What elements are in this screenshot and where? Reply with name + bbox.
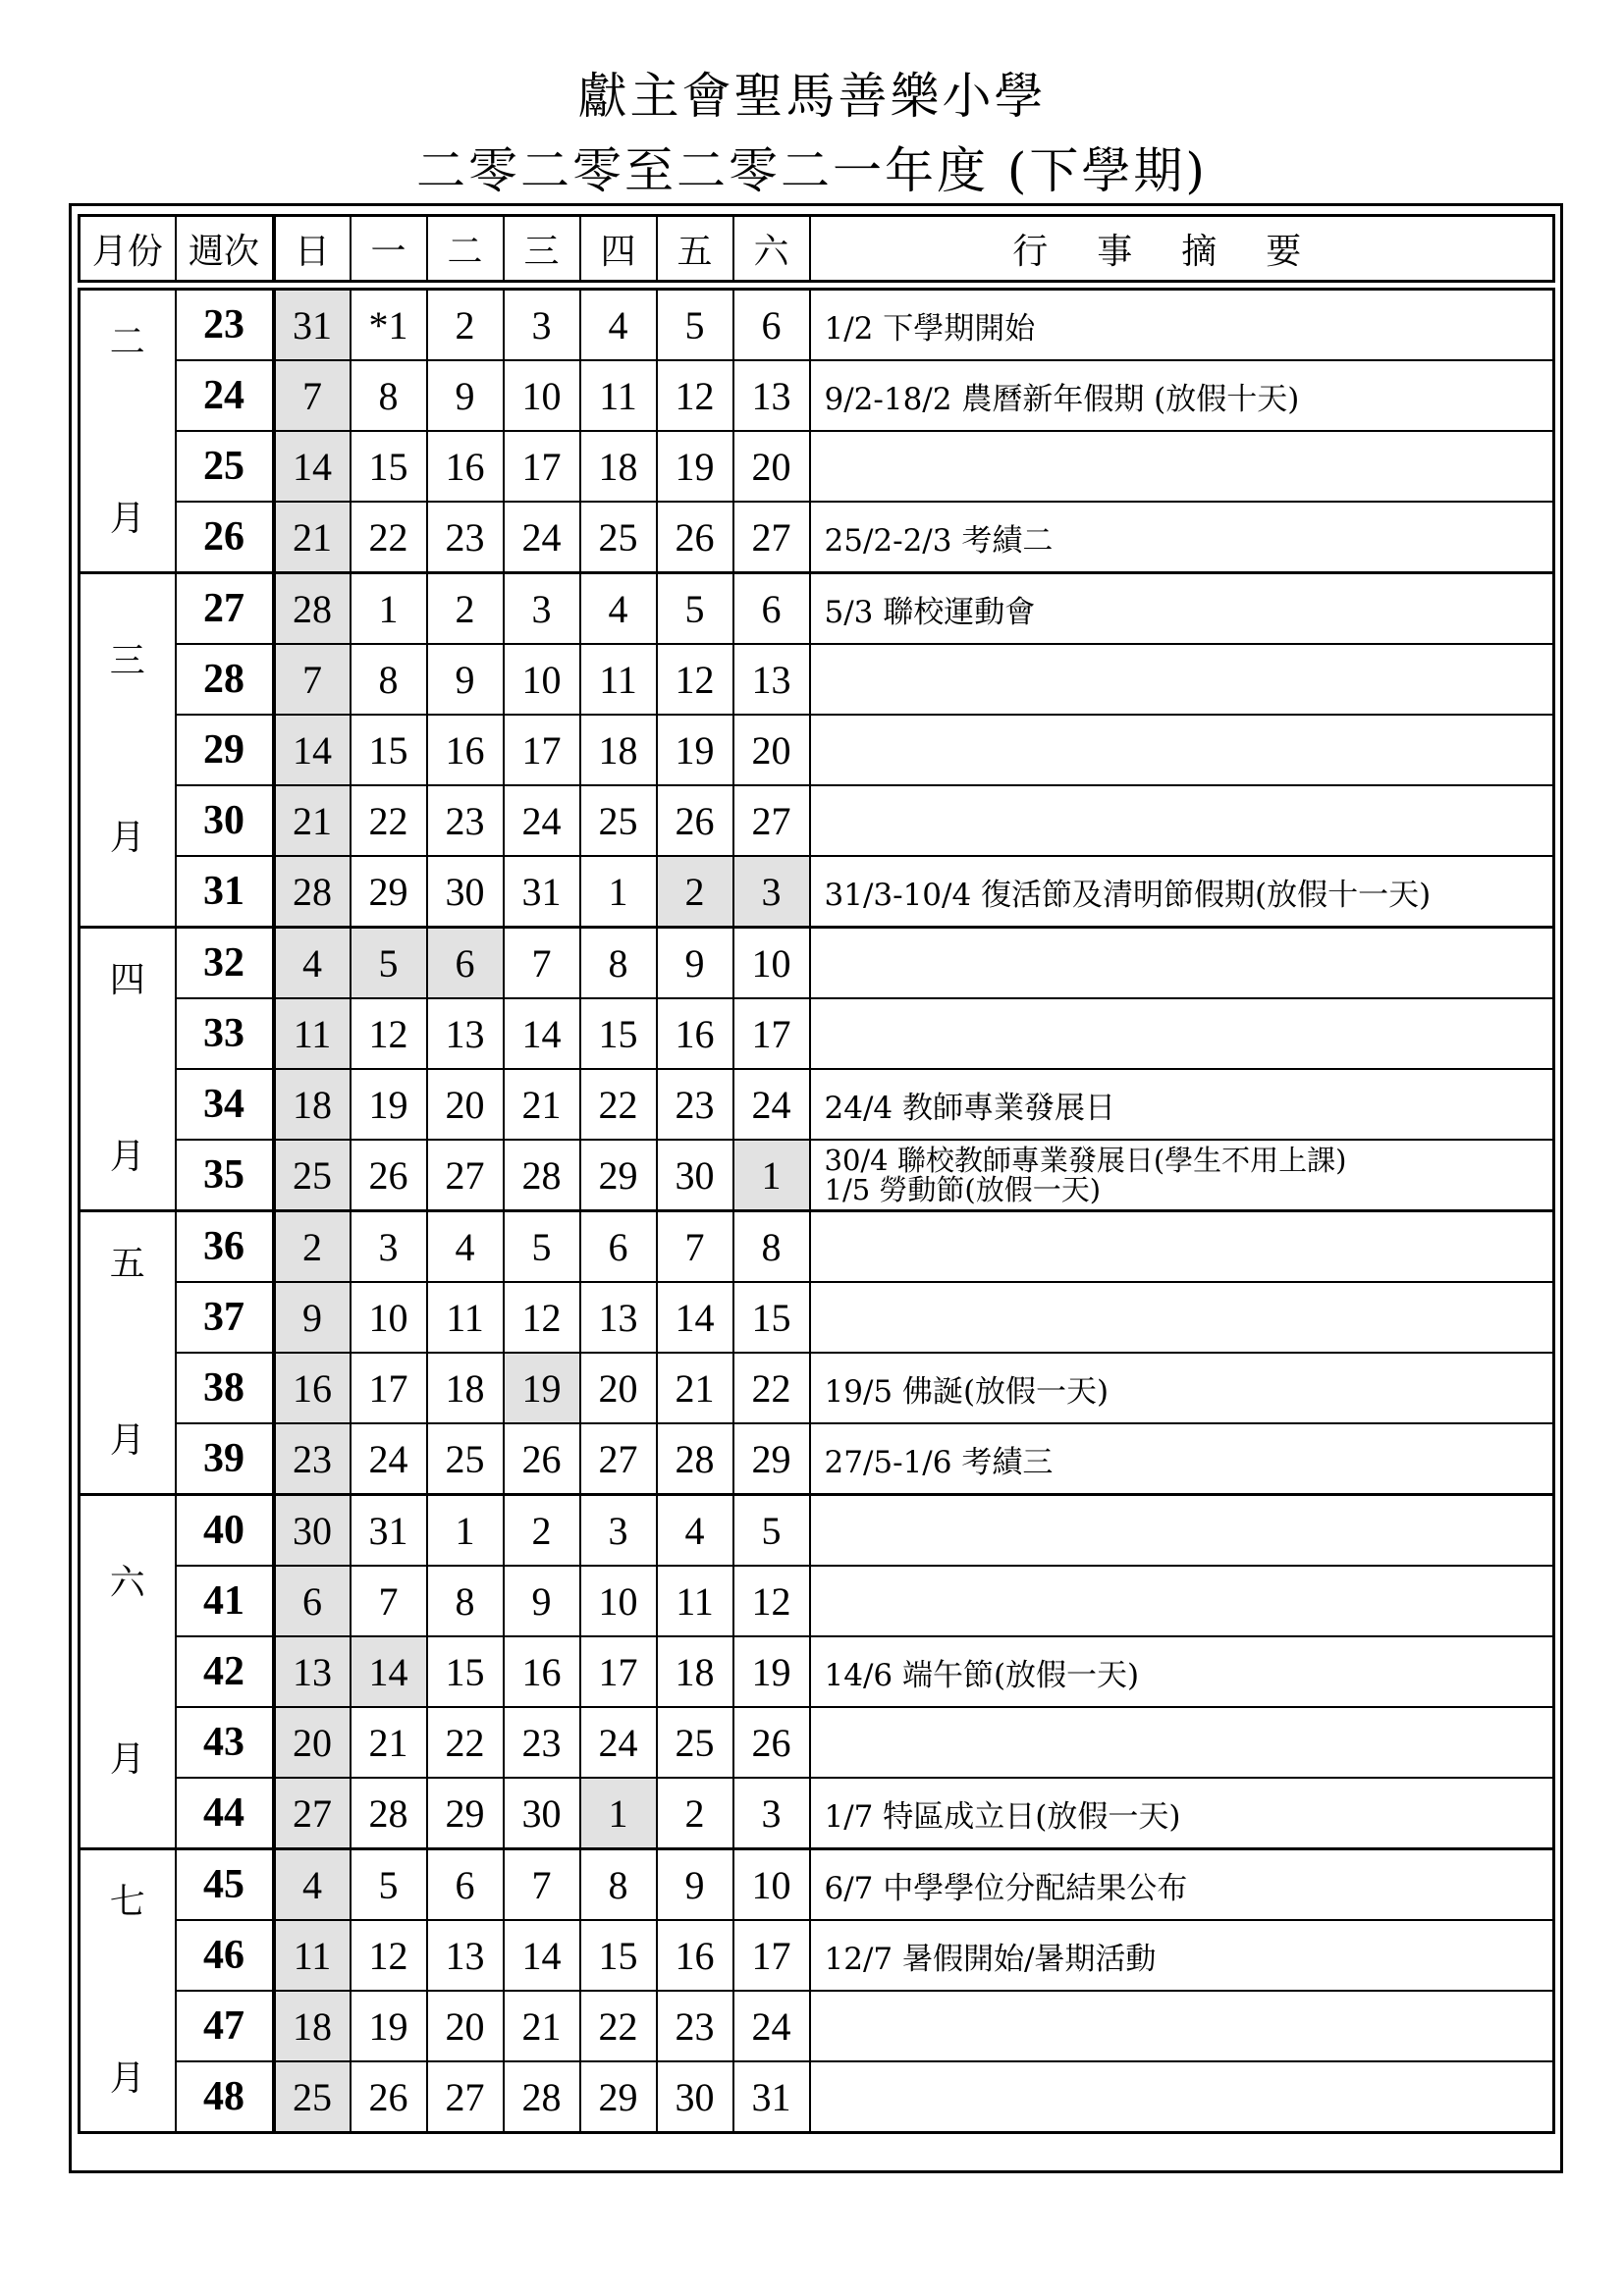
event-text: 5/3 聯校運動會 [824,594,1036,630]
day-cell-thu: 18 [580,431,657,502]
day-cell-fri: 30 [657,2061,733,2133]
event-summary [810,928,1554,999]
event-text: 12/7 暑假開始/暑期活動 [824,1941,1157,1977]
event-summary [810,502,1554,573]
week-number: 29 [176,715,274,785]
day-cell-sat: 13 [733,644,810,715]
day-cell-tue: 6 [427,1849,504,1921]
week-number: 34 [176,1069,274,1140]
day-cell-sun: 21 [274,785,351,856]
day-cell-thu: 29 [580,2061,657,2133]
day-cell-fri: 19 [657,715,733,785]
day-cell-sun: 7 [274,360,351,431]
day-cell-thu: 25 [580,502,657,573]
day-cell-sat: 24 [733,1991,810,2061]
term-title: 二零二零至二零二一年度 (下學期) [416,142,1208,199]
day-cell-wed: 7 [504,1849,580,1921]
week-row [80,1282,1554,1353]
day-cell-wed: 14 [504,1920,580,1991]
day-cell-thu: 11 [580,360,657,431]
day-cell-wed: 10 [504,360,580,431]
week-row [80,573,1554,645]
event-summary [810,1991,1554,2061]
day-cell-sun: 27 [274,1778,351,1849]
event-summary [810,1353,1554,1423]
day-cell-thu: 4 [580,573,657,645]
day-cell-tue: 8 [427,1566,504,1636]
event-text: 25/2-2/3 考績二 [824,522,1054,559]
week-number: 35 [176,1140,274,1211]
day-cell-fri: 11 [657,1566,733,1636]
day-cell-sat: 5 [733,1495,810,1567]
day-cell-mon: 26 [351,1140,427,1211]
day-cell-thu: 25 [580,785,657,856]
day-cell-mon: 5 [351,928,427,999]
day-cell-tue: 11 [427,1282,504,1353]
event-text: 9/2-18/2 農曆新年假期 (放假十天) [824,381,1300,417]
day-cell-sun: 7 [274,644,351,715]
day-cell-wed: 7 [504,928,580,999]
day-cell-tue: 27 [427,1140,504,1211]
event-text: 19/5 佛誕(放假一天) [824,1373,1110,1410]
week-row [80,1778,1554,1849]
week-number: 26 [176,502,274,573]
month-label: 五 月 [80,1211,176,1495]
day-cell-thu: 27 [580,1423,657,1495]
day-cell-mon: 26 [351,2061,427,2133]
day-cell-mon: 21 [351,1707,427,1778]
week-row [80,1920,1554,1991]
day-cell-mon: 24 [351,1423,427,1495]
week-number: 45 [176,1849,274,1921]
event-text: 14/6 端午節(放假一天) [824,1657,1140,1693]
day-cell-wed: 28 [504,1140,580,1211]
day-cell-sun: 2 [274,1211,351,1283]
day-cell-thu: 22 [580,1069,657,1140]
week-row [80,856,1554,928]
week-number: 23 [176,290,274,361]
day-cell-sat: 6 [733,290,810,361]
day-cell-sun: 4 [274,1849,351,1921]
day-cell-fri: 23 [657,1069,733,1140]
day-cell-mon: 7 [351,1566,427,1636]
event-summary [810,1423,1554,1495]
event-summary [810,1636,1554,1707]
day-cell-fri: 7 [657,1211,733,1283]
event-summary [810,360,1554,431]
event-text: 30/4 聯校教師專業發展日(學生不用上課) [824,1144,1347,1177]
day-cell-sat: 13 [733,360,810,431]
day-cell-wed: 14 [504,998,580,1069]
day-cell-sat: 12 [733,1566,810,1636]
event-summary [810,1566,1554,1636]
day-cell-sun: 18 [274,1991,351,2061]
day-cell-thu: 15 [580,998,657,1069]
day-cell-sat: 17 [733,1920,810,1991]
day-cell-tue: 20 [427,1991,504,2061]
day-cell-tue: 18 [427,1353,504,1423]
school-name: 獻主會聖馬善樂小學 [577,68,1047,125]
week-number: 33 [176,998,274,1069]
day-cell-fri: 19 [657,431,733,502]
event-text: 1/7 特區成立日(放假一天) [824,1798,1181,1835]
day-cell-mon: 12 [351,1920,427,1991]
day-cell-thu: 29 [580,1140,657,1211]
day-cell-fri: 26 [657,785,733,856]
day-cell-wed: 26 [504,1423,580,1495]
day-cell-fri: 18 [657,1636,733,1707]
day-header-sun: 日 [274,216,351,282]
week-number: 39 [176,1423,274,1495]
day-cell-wed: 21 [504,1991,580,2061]
day-cell-sun: 30 [274,1495,351,1567]
day-cell-fri: 16 [657,998,733,1069]
week-row [80,1423,1554,1495]
day-cell-sun: 11 [274,998,351,1069]
week-row [80,431,1554,502]
week-number: 47 [176,1991,274,2061]
day-cell-mon: 12 [351,998,427,1069]
week-row [80,1495,1554,1567]
day-cell-sat: 20 [733,715,810,785]
day-cell-tue: 22 [427,1707,504,1778]
week-row [80,1069,1554,1140]
week-number: 36 [176,1211,274,1283]
day-cell-mon: 8 [351,360,427,431]
month-label: 六 月 [80,1495,176,1849]
day-cell-wed: 31 [504,856,580,928]
day-cell-sat: 15 [733,1282,810,1353]
day-cell-thu: 3 [580,1495,657,1567]
week-number: 31 [176,856,274,928]
event-summary [810,1069,1554,1140]
day-cell-sun: 4 [274,928,351,999]
week-row [80,1353,1554,1423]
event-text: 24/4 教師專業發展日 [824,1090,1115,1126]
day-cell-fri: 9 [657,928,733,999]
day-cell-wed: 10 [504,644,580,715]
day-cell-sat: 22 [733,1353,810,1423]
week-row [80,1566,1554,1636]
week-row [80,360,1554,431]
day-cell-sat: 3 [733,856,810,928]
week-number: 27 [176,573,274,645]
day-cell-mon: 31 [351,1495,427,1567]
day-cell-sat: 20 [733,431,810,502]
day-header-tue: 二 [427,216,504,282]
event-text: 6/7 中學學位分配結果公布 [824,1870,1188,1906]
day-cell-mon: 5 [351,1849,427,1921]
week-number: 24 [176,360,274,431]
week-number: 32 [176,928,274,999]
day-cell-tue: 20 [427,1069,504,1140]
week-number: 25 [176,431,274,502]
day-cell-sat: 17 [733,998,810,1069]
day-cell-tue: 25 [427,1423,504,1495]
week-row [80,785,1554,856]
event-summary [810,998,1554,1069]
day-header-mon: 一 [351,216,427,282]
week-number: 43 [176,1707,274,1778]
day-cell-fri: 12 [657,360,733,431]
day-cell-sun: 28 [274,856,351,928]
week-number: 28 [176,644,274,715]
day-cell-tue: 9 [427,360,504,431]
month-label: 四 月 [80,928,176,1211]
week-number: 37 [176,1282,274,1353]
week-row [80,1849,1554,1921]
event-text: 1/5 勞動節(放假一天) [824,1173,1102,1206]
day-cell-thu: 24 [580,1707,657,1778]
day-cell-thu: 10 [580,1566,657,1636]
week-row [80,928,1554,999]
event-text: 1/2 下學期開始 [824,310,1036,347]
day-cell-thu: 8 [580,1849,657,1921]
day-cell-sun: 9 [274,1282,351,1353]
day-cell-fri: 26 [657,502,733,573]
day-cell-wed: 3 [504,573,580,645]
day-cell-sun: 20 [274,1707,351,1778]
day-cell-mon: 15 [351,715,427,785]
day-cell-tue: 30 [427,856,504,928]
week-number: 38 [176,1353,274,1423]
week-number: 40 [176,1495,274,1567]
day-cell-wed: 23 [504,1707,580,1778]
day-cell-sat: 6 [733,573,810,645]
day-cell-mon: 8 [351,644,427,715]
week-number: 30 [176,785,274,856]
day-cell-mon: 29 [351,856,427,928]
day-cell-fri: 28 [657,1423,733,1495]
event-summary [810,715,1554,785]
day-cell-wed: 12 [504,1282,580,1353]
day-cell-sat: 8 [733,1211,810,1283]
day-header-sat: 六 [733,216,810,282]
calendar-header [78,214,1555,283]
day-cell-wed: 16 [504,1636,580,1707]
day-cell-sun: 21 [274,502,351,573]
week-row [80,998,1554,1069]
week-row [80,1991,1554,2061]
day-cell-wed: 3 [504,290,580,361]
day-cell-wed: 5 [504,1211,580,1283]
day-cell-mon: 3 [351,1211,427,1283]
day-cell-fri: 9 [657,1849,733,1921]
day-cell-fri: 25 [657,1707,733,1778]
day-cell-mon: 10 [351,1282,427,1353]
day-cell-tue: 16 [427,715,504,785]
day-cell-thu: 22 [580,1991,657,2061]
week-number: 41 [176,1566,274,1636]
event-summary [810,1849,1554,1921]
day-cell-tue: 27 [427,2061,504,2133]
day-cell-mon: 17 [351,1353,427,1423]
event-text: 27/5-1/6 考績三 [824,1444,1054,1480]
day-cell-wed: 24 [504,785,580,856]
day-cell-sun: 6 [274,1566,351,1636]
day-cell-wed: 28 [504,2061,580,2133]
event-summary [810,1920,1554,1991]
day-cell-thu: 17 [580,1636,657,1707]
day-cell-mon: 14 [351,1636,427,1707]
day-cell-sat: 3 [733,1778,810,1849]
event-summary [810,1211,1554,1283]
day-cell-sun: 14 [274,431,351,502]
event-summary [810,290,1554,361]
week-row [80,2061,1554,2133]
day-cell-wed: 2 [504,1495,580,1567]
event-text: 31/3-10/4 復活節及清明節假期(放假十一天) [824,877,1432,913]
day-cell-mon: *1 [351,290,427,361]
day-cell-tue: 6 [427,928,504,999]
day-cell-fri: 2 [657,856,733,928]
day-cell-fri: 23 [657,1991,733,2061]
day-cell-wed: 19 [504,1353,580,1423]
week-row [80,1140,1554,1211]
day-cell-tue: 23 [427,785,504,856]
day-header-wed: 三 [504,216,580,282]
day-cell-thu: 11 [580,644,657,715]
day-cell-tue: 29 [427,1778,504,1849]
week-number: 48 [176,2061,274,2133]
day-cell-fri: 4 [657,1495,733,1567]
month-label: 二 月 [80,290,176,573]
day-header-thu: 四 [580,216,657,282]
event-summary [810,1140,1554,1211]
day-cell-sat: 26 [733,1707,810,1778]
day-cell-mon: 1 [351,573,427,645]
day-cell-mon: 19 [351,1991,427,2061]
event-summary [810,856,1554,928]
day-cell-sat: 27 [733,502,810,573]
day-cell-thu: 6 [580,1211,657,1283]
day-cell-sat: 19 [733,1636,810,1707]
day-cell-fri: 16 [657,1920,733,1991]
day-cell-tue: 13 [427,1920,504,1991]
day-cell-sat: 27 [733,785,810,856]
day-cell-wed: 30 [504,1778,580,1849]
day-cell-mon: 15 [351,431,427,502]
day-cell-wed: 17 [504,431,580,502]
event-summary [810,1282,1554,1353]
day-cell-sun: 31 [274,290,351,361]
day-header-fri: 五 [657,216,733,282]
day-cell-thu: 15 [580,1920,657,1991]
day-cell-thu: 13 [580,1282,657,1353]
day-cell-tue: 23 [427,502,504,573]
day-cell-wed: 24 [504,502,580,573]
week-number: 42 [176,1636,274,1707]
day-cell-thu: 18 [580,715,657,785]
day-cell-thu: 4 [580,290,657,361]
day-cell-sun: 13 [274,1636,351,1707]
day-cell-sun: 16 [274,1353,351,1423]
day-cell-tue: 2 [427,573,504,645]
day-cell-wed: 17 [504,715,580,785]
calendar-table [78,288,1555,2134]
day-cell-sat: 10 [733,928,810,999]
day-cell-sun: 23 [274,1423,351,1495]
day-cell-sat: 31 [733,2061,810,2133]
week-number: 46 [176,1920,274,1991]
day-cell-sat: 1 [733,1140,810,1211]
event-summary [810,1778,1554,1849]
month-header: 月份 [80,216,176,282]
event-summary [810,1707,1554,1778]
day-cell-thu: 1 [580,1778,657,1849]
day-cell-mon: 19 [351,1069,427,1140]
day-cell-tue: 13 [427,998,504,1069]
day-cell-tue: 4 [427,1211,504,1283]
day-cell-fri: 2 [657,1778,733,1849]
event-summary [810,431,1554,502]
day-cell-thu: 8 [580,928,657,999]
week-row [80,1707,1554,1778]
event-summary [810,573,1554,645]
month-label: 三 月 [80,573,176,928]
day-cell-mon: 22 [351,502,427,573]
day-cell-tue: 1 [427,1495,504,1567]
day-cell-sun: 18 [274,1069,351,1140]
week-row [80,1636,1554,1707]
day-cell-sat: 10 [733,1849,810,1921]
day-cell-tue: 16 [427,431,504,502]
day-cell-tue: 15 [427,1636,504,1707]
day-cell-wed: 9 [504,1566,580,1636]
day-cell-thu: 20 [580,1353,657,1423]
day-cell-fri: 14 [657,1282,733,1353]
day-cell-sat: 24 [733,1069,810,1140]
week-header: 週次 [176,216,274,282]
day-cell-sun: 25 [274,2061,351,2133]
week-row [80,644,1554,715]
events-header: 行事摘要 [810,216,1554,282]
day-cell-mon: 22 [351,785,427,856]
week-row [80,290,1554,361]
day-cell-sun: 28 [274,573,351,645]
day-cell-fri: 21 [657,1353,733,1423]
event-summary [810,1495,1554,1567]
month-label: 七 月 [80,1849,176,2133]
day-cell-thu: 1 [580,856,657,928]
day-cell-sun: 11 [274,1920,351,1991]
event-summary [810,2061,1554,2133]
day-cell-tue: 9 [427,644,504,715]
event-summary [810,785,1554,856]
day-cell-fri: 5 [657,290,733,361]
day-cell-wed: 21 [504,1069,580,1140]
day-cell-sat: 29 [733,1423,810,1495]
day-cell-fri: 12 [657,644,733,715]
event-summary [810,644,1554,715]
day-cell-sun: 25 [274,1140,351,1211]
week-number: 44 [176,1778,274,1849]
day-cell-sun: 14 [274,715,351,785]
day-cell-fri: 30 [657,1140,733,1211]
week-row [80,1211,1554,1283]
day-cell-tue: 2 [427,290,504,361]
week-row [80,502,1554,573]
week-row [80,715,1554,785]
day-cell-mon: 28 [351,1778,427,1849]
day-cell-fri: 5 [657,573,733,645]
